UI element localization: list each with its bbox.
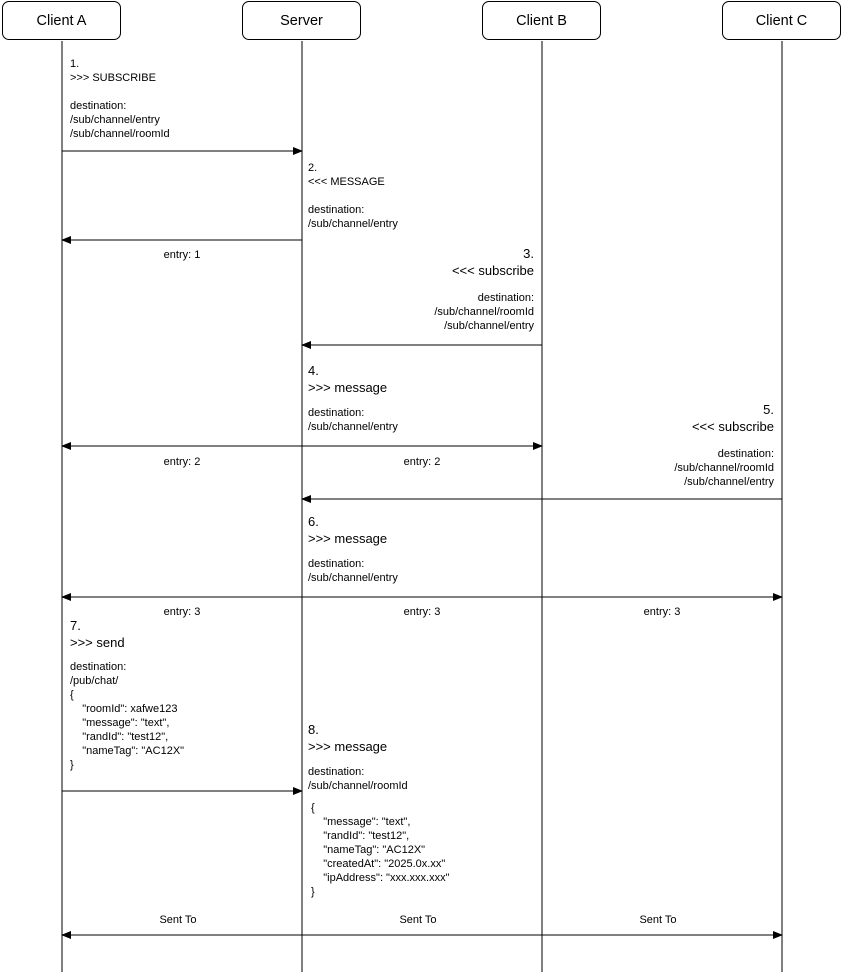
step-8-body: destination: /sub/channel/roomId [308, 766, 408, 792]
arrow-label-entry-3-a: entry: 3 [163, 606, 201, 618]
step-5-title: <<< subscribe [691, 419, 774, 434]
step-3-number: 3. [523, 246, 534, 261]
step-1-note [70, 57, 170, 141]
step-3-note [384, 245, 534, 333]
step-1-body: destination: /sub/channel/entry /sub/channel/roomId [70, 100, 170, 140]
arrow-label-sent-to-b: Sent To [399, 914, 437, 926]
step-2-note [308, 161, 398, 231]
step-8-title: >>> message [308, 739, 388, 754]
step-7-note [70, 617, 184, 772]
step-2-number: 2. [308, 162, 318, 174]
step-8-payload: { "message": "text", "randId": "test12", "nameTag": "AC12X" "createdAt": "2025.0x.xx" "ipAddress": "xxx.xxx.xxx" } [311, 802, 450, 898]
step-6-body: destination: /sub/channel/entry [308, 558, 398, 584]
step-4-body: destination: /sub/channel/entry [308, 407, 398, 433]
step-5-number: 5. [763, 402, 774, 417]
step-2-body: destination: /sub/channel/entry [308, 204, 398, 230]
arrow-label-sent-to-c: Sent To [639, 914, 677, 926]
step-6-number: 6. [308, 514, 319, 529]
arrow-label-entry-2-b: entry: 2 [403, 456, 441, 468]
step-7-title: >>> send [70, 635, 125, 650]
actor-server[interactable]: Server [242, 1, 361, 40]
arrow-label-entry-1: entry: 1 [163, 249, 201, 261]
actor-client-b[interactable]: Client B [482, 1, 601, 40]
arrow-label-sent-to-a: Sent To [159, 914, 197, 926]
actor-client-a[interactable]: Client A [2, 1, 121, 40]
step-5-note [624, 401, 774, 489]
step-3-body: destination: /sub/channel/roomId /sub/channel/entry [434, 292, 534, 332]
step-6-note [308, 513, 398, 585]
arrow-label-entry-2-a: entry: 2 [163, 456, 201, 468]
step-4-number: 4. [308, 363, 319, 378]
step-7-number: 7. [70, 618, 81, 633]
step-5-body: destination: /sub/channel/roomId /sub/channel/entry [674, 448, 774, 488]
step-8-note [308, 721, 449, 899]
step-6-title: >>> message [308, 531, 388, 546]
arrow-label-entry-3-c: entry: 3 [643, 606, 681, 618]
step-1-title: >>> SUBSCRIBE [70, 72, 156, 84]
step-1-number: 1. [70, 58, 80, 70]
step-3-title: <<< subscribe [451, 263, 534, 278]
step-8-number: 8. [308, 722, 319, 737]
arrow-label-entry-3-b: entry: 3 [403, 606, 441, 618]
step-2-title: <<< MESSAGE [308, 176, 385, 188]
step-4-title: >>> message [308, 380, 388, 395]
step-7-body: destination: /pub/chat/ { "roomId": xafwe123 "message": "text", "randId": "test12", "nameTag": "AC12X" } [70, 661, 185, 771]
actor-client-c[interactable]: Client C [722, 1, 841, 40]
step-4-note [308, 362, 398, 434]
